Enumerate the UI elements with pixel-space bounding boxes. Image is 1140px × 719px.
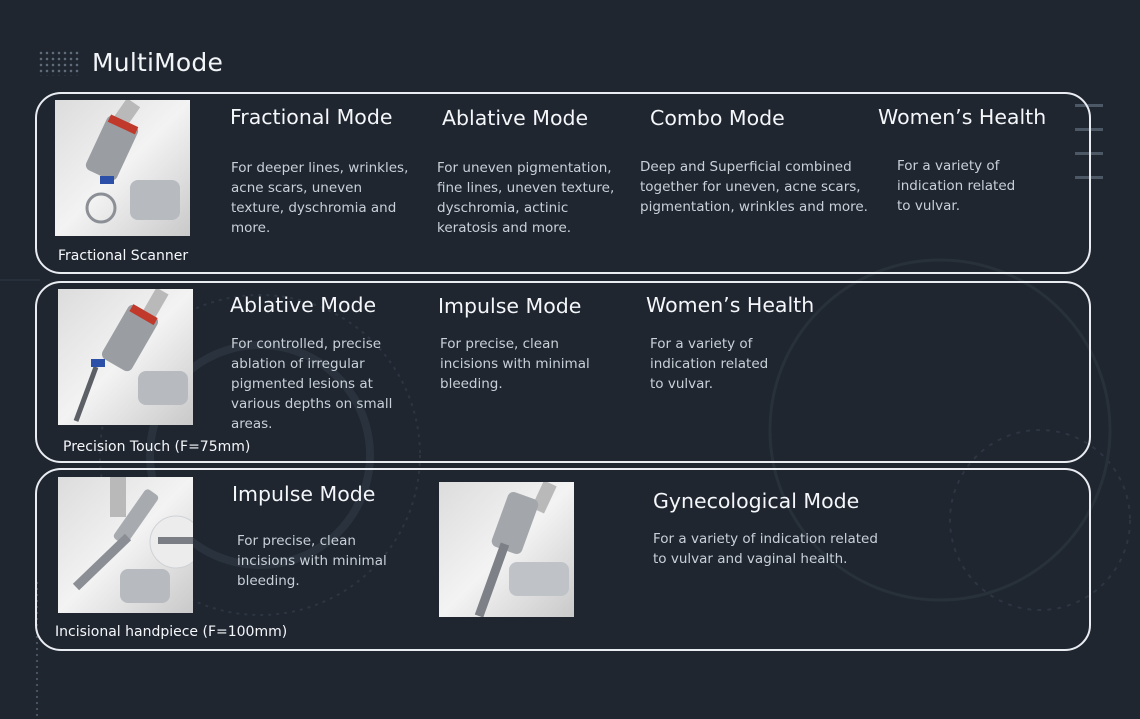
title-dots-icon — [38, 50, 80, 76]
heading-ablative-mode-2: Ablative Mode — [230, 293, 377, 317]
heading-impulse-mode: Impulse Mode — [438, 294, 582, 318]
heading-impulse-mode-2: Impulse Mode — [232, 482, 376, 506]
desc-womens-health-1: For a variety of indication related to vulvar. — [897, 158, 1016, 214]
incisional-handpiece-photo — [58, 477, 193, 613]
desc-combo-mode: Deep and Superficial combined together for uneven, acne scars, pigmentation, wrinkles and more. — [640, 159, 868, 215]
heading-fractional-mode: Fractional Mode — [230, 105, 393, 129]
desc-impulse-mode-2: For precise, clean incisions with minimal bleeding. — [237, 533, 387, 589]
heading-womens-health-2: Women’s Health — [646, 293, 815, 317]
desc-gynecological-mode: For a variety of indication related to vulvar and vaginal health. — [653, 531, 878, 567]
desc-womens-health-2: For a variety of indication related to vulvar. — [650, 336, 769, 392]
caption-fractional-scanner: Fractional Scanner — [58, 248, 189, 264]
heading-gynecological-mode: Gynecological Mode — [653, 489, 860, 513]
title-row — [38, 48, 223, 77]
heading-ablative-mode: Ablative Mode — [442, 106, 589, 130]
caption-incisional-handpiece: Incisional handpiece (F=100mm) — [55, 624, 288, 640]
caption-precision-touch: Precision Touch (F=75mm) — [63, 439, 251, 455]
desc-ablative-mode: For uneven pigmentation, fine lines, uneven texture, dyschromia, actinic keratosis and more. — [437, 160, 615, 236]
gynecological-handpiece-photo — [439, 482, 574, 617]
desc-ablative-mode-2: For controlled, precise ablation of irregular pigmented lesions at various depths on small areas. — [231, 336, 393, 432]
desc-impulse-mode: For precise, clean incisions with minimal bleeding. — [440, 336, 590, 392]
fractional-scanner-photo — [55, 100, 190, 236]
heading-combo-mode: Combo Mode — [650, 106, 785, 130]
page-title: MultiMode — [92, 48, 224, 77]
precision-touch-photo — [58, 289, 193, 425]
heading-womens-health-1: Women’s Health — [878, 105, 1047, 129]
desc-fractional-mode: For deeper lines, wrinkles, acne scars, uneven texture, dyschromia and more. — [231, 160, 409, 236]
